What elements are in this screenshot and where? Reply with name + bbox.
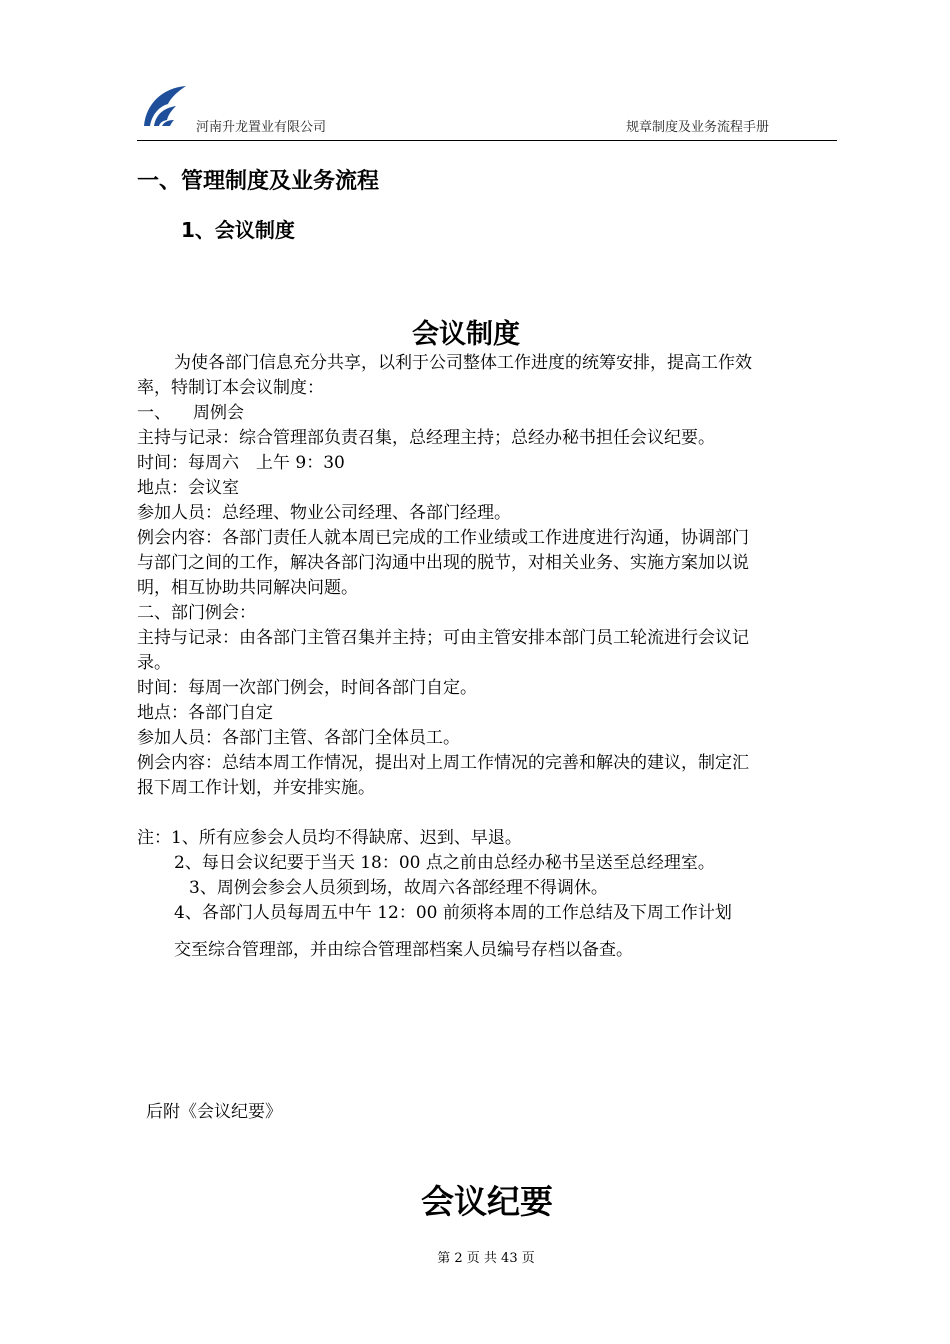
note-3: 3、周例会参会人员须到场，故周六各部经理不得调休。 [189, 878, 608, 898]
dept-meeting-title: 二、部门例会： [137, 603, 256, 623]
weekly-host: 主持与记录：综合管理部负责召集，总经理主持；总经办秘书担任会议纪要。 [137, 428, 715, 448]
intro-line-2: 率，特制订本会议制度： [137, 378, 324, 398]
document-title: 会议制度 [412, 319, 520, 350]
weekly-place: 地点：会议室 [137, 478, 239, 498]
sub-heading: 1、会议制度 [181, 218, 295, 242]
intro-line-1: 为使各部门信息充分共享，以利于公司整体工作进度的统筹安排，提高工作效 [174, 353, 752, 373]
weekly-content-line-3: 明，相互协助共同解决问题。 [137, 578, 358, 598]
minutes-title: 会议纪要 [421, 1182, 553, 1221]
dept-attendees: 参加人员：各部门主管、各部门全体员工。 [137, 728, 460, 748]
note-4-continued: 交至综合管理部，并由综合管理部档案人员编号存档以备查。 [174, 940, 633, 960]
weekly-meeting-title: 周例会 [193, 403, 244, 423]
weekly-content-line-2: 与部门之间的工作，解决各部门沟通中出现的脱节，对相关业务、实施方案加以说 [137, 553, 749, 573]
company-logo-icon [140, 84, 190, 130]
dept-host-line-2: 录。 [137, 653, 171, 673]
attachment-note: 后附《会议纪要》 [146, 1102, 282, 1122]
dept-content-line-2: 报下周工作计划，并安排实施。 [137, 778, 375, 798]
note-2: 2、每日会议纪要于当天 18：00 点之前由总经办秘书呈送至总经理室。 [174, 853, 715, 873]
page-footer: 第 2 页 共 43 页 [437, 1251, 535, 1266]
dept-host-line-1: 主持与记录：由各部门主管召集并主持；可由主管安排本部门员工轮流进行会议记 [137, 628, 749, 648]
note-4: 4、各部门人员每周五中午 12：00 前须将本周的工作总结及下周工作计划 [174, 903, 732, 923]
dept-content-line-1: 例会内容：总结本周工作情况，提出对上周工作情况的完善和解决的建议，制定汇 [137, 753, 749, 773]
header-manual-title: 规章制度及业务流程手册 [626, 120, 770, 135]
section-heading: 一、管理制度及业务流程 [137, 169, 380, 194]
header-rule [137, 140, 837, 141]
weekly-attendees: 参加人员：总经理、物业公司经理、各部门经理。 [137, 503, 511, 523]
note-1: 注：1、所有应参会人员均不得缺席、迟到、早退。 [137, 828, 522, 848]
weekly-content-line-1: 例会内容：各部门责任人就本周已完成的工作业绩或工作进度进行沟通，协调部门 [137, 528, 749, 548]
header-company-name: 河南升龙置业有限公司 [196, 120, 327, 135]
dept-place: 地点：各部门自定 [137, 703, 273, 723]
weekly-time: 时间：每周六 上午 9：30 [137, 453, 345, 473]
weekly-meeting-number: 一、 [137, 403, 171, 423]
dept-time: 时间：每周一次部门例会，时间各部门自定。 [137, 678, 477, 698]
